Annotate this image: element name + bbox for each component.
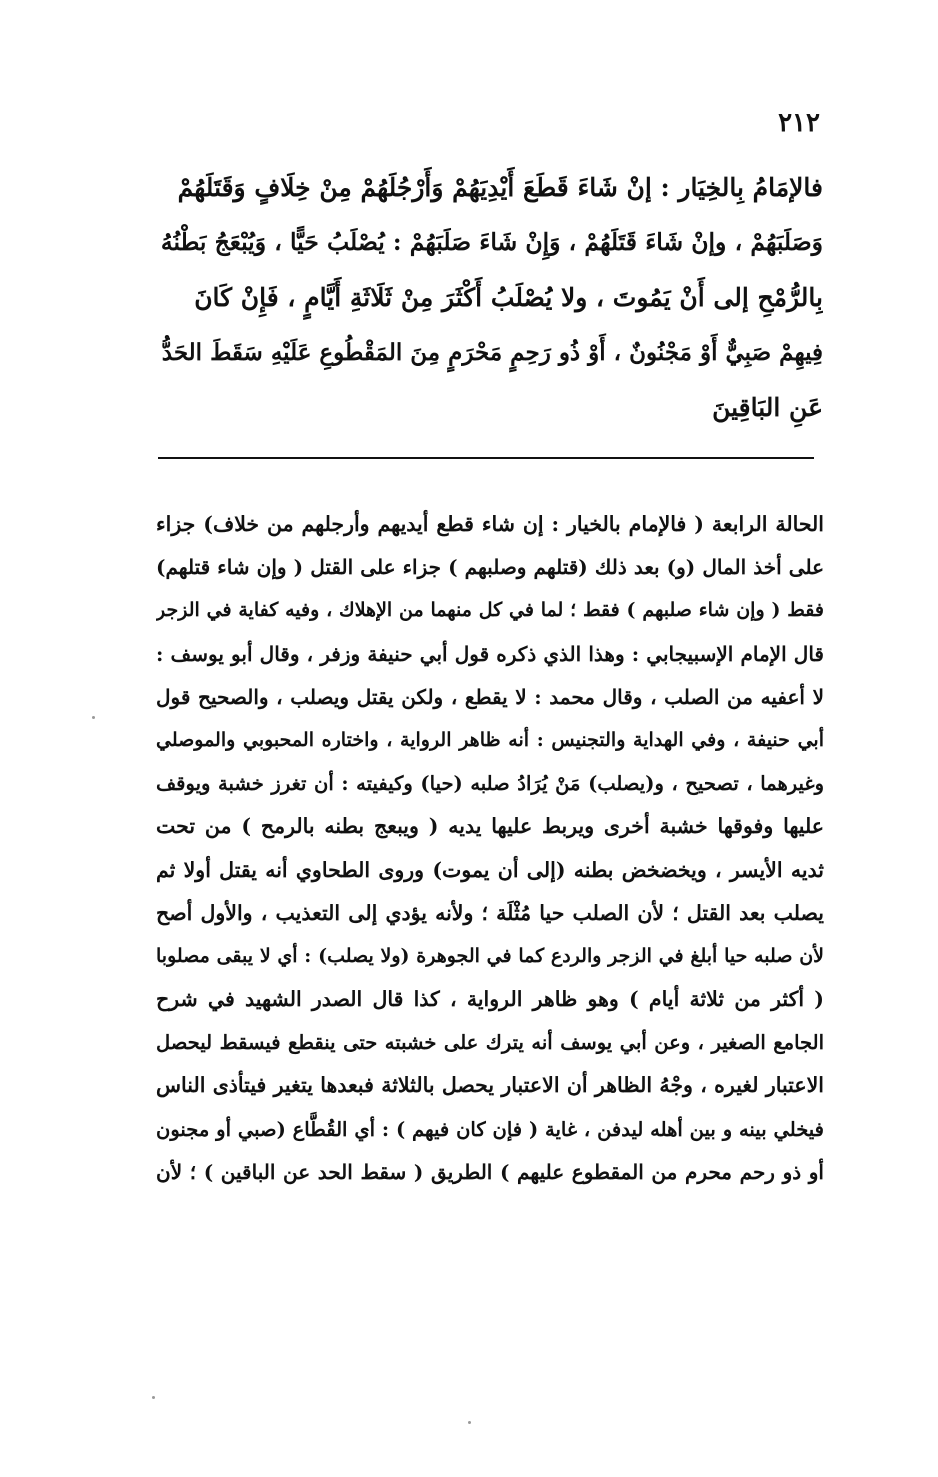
commentary-line: الاعتبار لغيره ، وجْهُ الظاهر أن الاعتبار يحصل بالثلاثة فبعدها يتغير فيتأذى الناس <box>156 1073 824 1098</box>
matn-line: فِيهِمْ صَبِيٌّ أَوْ مَجْنُونٌ ، أَوْ ذُو رَحِمٍ مَحْرَمٍ مِنَ المَقْطُوعِ عَلَيْهِ سَقَطَ الحَدُّ <box>161 339 823 366</box>
matn-text-block <box>158 160 823 435</box>
commentary-line: فقط ( وإن شاء صلبهم ) فقط ؛ لما في كل منهما من الإهلاك ، وفيه كفاية في الزجر <box>156 599 824 622</box>
commentary-line: أو ذو رحم محرم من المقطوع عليهم ) الطريق ( سقط الحد عن الباقين ) ؛ لأن <box>156 1159 824 1184</box>
commentary-line: قال الإمام الإسبيجابي : وهذا الذي ذكره قول أبي حنيفة وزفر ، وقال أبو يوسف : <box>156 641 824 666</box>
commentary-line: ( أكثر من ثلاثة أيام ) وهو ظاهر الرواية ، كذا قال الصدر الشهيد في شرح <box>156 987 824 1012</box>
scan-speck <box>468 1421 471 1424</box>
commentary-line: يصلب بعد القتل ؛ لأن الصلب حيا مُثْلَة ؛ ولأنه يؤدي إلى التعذيب ، والأول أصح <box>156 900 824 925</box>
commentary-line: على أخذ المال (و) بعد ذلك (قتلهم وصلبهم ) جزاء على القتل ( وإن شاء قتلهم) <box>156 555 824 580</box>
scan-speck <box>92 716 95 719</box>
matn-line: فالإمَامُ بِالخِيَار : إنْ شَاءَ قَطَعَ أَيْدِيَهُمْ وَأَرْجُلَهُمْ مِنْ خِلَافٍ وَقَتَلَهُمْ <box>177 173 823 202</box>
matn-line: عَنِ البَاقِينَ <box>712 393 823 422</box>
commentary-line: ثديه الأيسر ، ويخضخض بطنه (إلى أن يموت) وروى الطحاوي أنه يقتل أولا ثم <box>156 857 824 882</box>
commentary-line: عليها وفوقها خشبة أخرى ويربط عليها يديه ( ويبعج بطنه بالرمح ) من تحت <box>156 814 824 839</box>
commentary-line: لأن صلبه حيا أبلغ في الزجر والردع كما في الجوهرة (ولا يصلب) : أي لا يبقى مصلوبا <box>156 944 824 967</box>
commentary-line: الجامع الصغير ، وعن أبي يوسف أنه يترك على خشبته حتى ينقطع فيسقط ليحصل <box>156 1031 824 1055</box>
commentary-line: أبي حنيفة ، وفي الهداية والتجنيس : أنه ظاهر الرواية ، واختاره المحبوبي والموصلي <box>156 728 824 751</box>
matn-line: بِالرُّمْحِ إلى أَنْ يَمُوتَ ، ولا يُصْلَبُ أَكْثَرَ مِنْ ثَلَاثَةِ أَيَّامٍ ، فَإِنْ كَانَ <box>194 283 823 312</box>
commentary-line: الحالة الرابعة ( فالإمام بالخيار : إن شاء قطع أيديهم وأرجلهم من خلاف) جزاء <box>156 512 824 536</box>
page-number: ٢١٢ <box>778 108 820 138</box>
commentary-line: فيخلي بينه و بين أهله ليدفن ، غاية ( فإن كان فيهم ) : أي القُطَّاع (صبي أو مجنون <box>156 1117 824 1141</box>
commentary-line: وغيرهما ، تصحيح ، و(يصلب) مَنْ يُرَادُ صلبه (حيا) وكيفيته : أن تغرز خشبة ويوقف <box>156 772 824 796</box>
matn-line: وَصَلَبَهُمْ ، وإنْ شَاءَ قَتَلَهُمْ ، وَإِنْ شَاءَ صَلَبَهُمْ : يُصْلَبُ حَيًّا ، وَيُبْعَجُ بَطْنُهُ <box>160 228 823 256</box>
commentary-line: لا أعفيه من الصلب ، وقال محمد : لا يقطع ، ولكن يقتل ويصلب ، والصحيح قول <box>156 684 824 709</box>
section-divider <box>158 457 814 459</box>
scan-speck <box>152 1396 155 1399</box>
commentary-text-block <box>156 503 824 1194</box>
